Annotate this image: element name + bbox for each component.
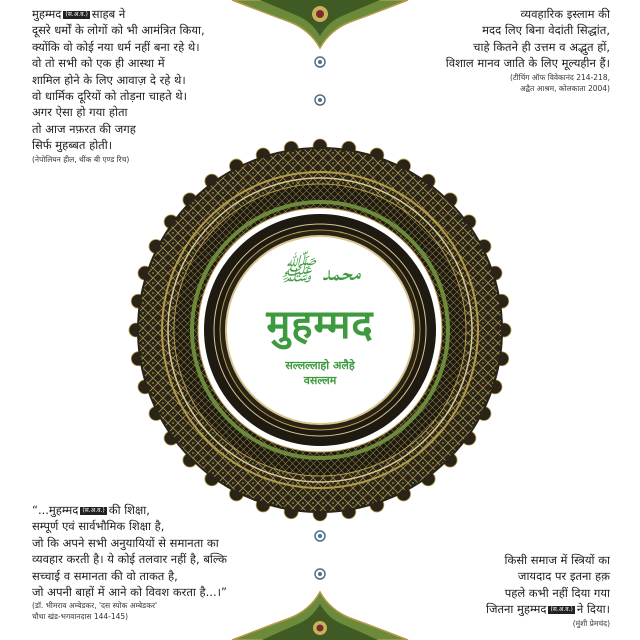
quote-bottom-right: [486, 552, 610, 629]
quote-line: चाहे कितने ही उत्तम व अद्भुत हों,: [473, 39, 610, 54]
quote-line: जायदाद पर इतना हक़: [517, 569, 610, 584]
quote-top-left: [32, 6, 205, 165]
arabic-calligraphy: محمد ﷺ: [279, 254, 361, 287]
medallion-center-text: [230, 240, 410, 420]
quote-line: विशाल मानव जाति के लिए मूल्यहीन हैं।: [445, 56, 610, 71]
quote-line: सिर्फ मुहब्बत होती।: [32, 138, 113, 153]
quote-line: जितना मुहम्मद (स.अ.व.) ने दिया।: [485, 602, 610, 617]
quote-line: शामिल होने के लिए आवाज़ दे रहे थे।: [32, 72, 186, 87]
top-pendant-ornament: [232, 0, 408, 48]
quote-line: जो कि अपने सभी अनुयायियों से समानता का: [32, 535, 219, 550]
quote-top-right: [446, 6, 610, 94]
quote-source: (मुंशी प्रेमचंद): [572, 618, 610, 628]
quote-line: व्यवहारिक इस्लाम की: [520, 7, 610, 21]
divider-flower-top-2: [315, 95, 325, 105]
pbuh-mark: (स.अ.व.): [82, 506, 105, 514]
quote-line: क्योंकि वो कोई नया धर्म नहीं बना रहे थे।: [32, 39, 200, 54]
quote-bottom-left: [32, 502, 227, 622]
quote-line: “...मुहम्मद (स.अ.व.) की शिक्षा,: [32, 503, 150, 517]
divider-flower-bottom-1: [315, 531, 325, 541]
quote-source: (टीचिंग ऑफ विवेकानंद 214-218,: [509, 72, 610, 82]
quote-line: मुहम्मद (स.अ.व.) साहब ने: [32, 7, 126, 21]
subtitle-line-2: वसल्लम: [303, 374, 337, 387]
quote-source: (नेपोलियन हील, थींक बी एण्ड रिच): [32, 154, 130, 164]
divider-flower-bottom-2: [315, 569, 325, 579]
quote-line: वो धार्मिक दूरियों को तोड़ना चाहते थे।: [32, 89, 187, 104]
quote-line: पहले कभी नहीं दिया गया: [504, 585, 610, 600]
pbuh-mark: (स.अ.व.): [550, 605, 573, 613]
quote-line: अगर ऐसा हो गया होता: [32, 105, 128, 120]
quote-source: चौथा खंड-भगवानदास 144-145): [32, 612, 129, 622]
subtitle-line-1: सल्लल्लाहो अलैहे: [285, 359, 355, 372]
quote-line: मदद लिए बिना वेदांती सिद्धांत,: [482, 23, 610, 38]
quote-line: दूसरे धर्मों के लोगों को भी आमंत्रित किया,: [32, 23, 205, 38]
quote-line: सच्चाई व समानता की वो ताकत है,: [32, 568, 178, 583]
quote-source: अद्वैत आश्रम, कोलकाता 2004): [519, 83, 610, 93]
quote-line: तो आज नफ़रत की जगह: [32, 121, 136, 136]
divider-flower-top-1: [315, 57, 325, 67]
quote-line: जो अपनी बाहों में आने को विवश करता है...।”: [32, 585, 227, 600]
main-title: मुहम्मद: [266, 302, 374, 348]
quote-line: वो तो सभी को एक ही आस्था में: [32, 56, 165, 71]
quote-line: व्यवहार करती है। ये कोई तलवार नहीं है, बल्कि: [32, 552, 227, 567]
pbuh-mark: (स.अ.व.): [65, 10, 88, 18]
quote-line: सम्पूर्ण एवं सार्वभौमिक शिक्षा है,: [32, 519, 165, 534]
quote-line: किसी समाज में स्त्रियों का: [504, 553, 610, 567]
quote-source: (डॉ. भीमराव अम्बेडकर, 'दस स्पोक अम्बेडकर': [32, 601, 158, 611]
bottom-pendant-ornament: [232, 592, 408, 640]
